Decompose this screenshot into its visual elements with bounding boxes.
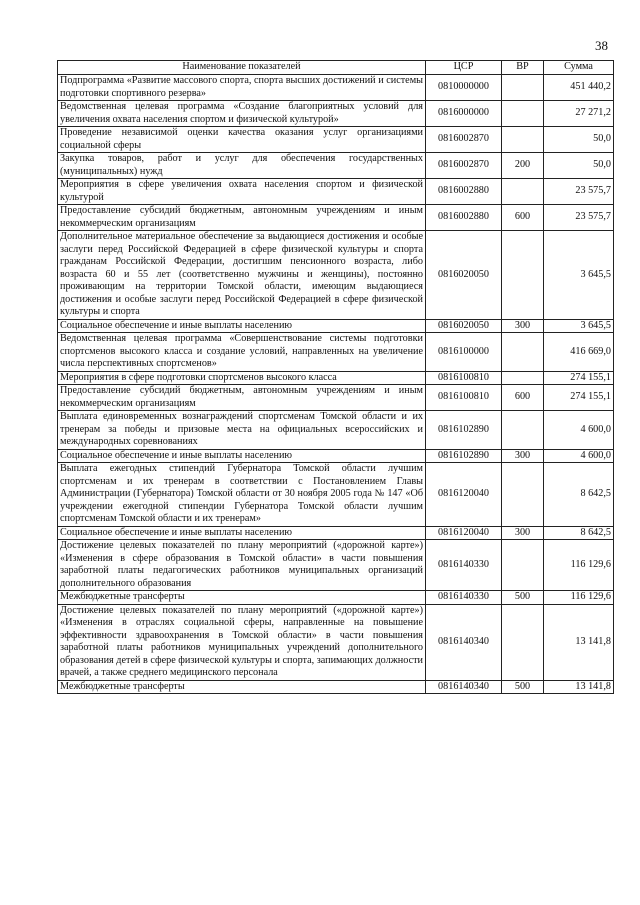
table-row — [58, 231, 614, 320]
table-row — [58, 333, 614, 372]
row-csr: 0816140330 — [426, 540, 502, 591]
row-name: Социальное обеспечение и иные выплаты населению — [58, 526, 426, 540]
header-csr: ЦСР — [426, 61, 502, 75]
row-csr: 0816002880 — [426, 179, 502, 205]
table-row — [58, 205, 614, 231]
row-sum: 27 271,2 — [544, 101, 614, 127]
row-name: Межбюджетные трансферты — [58, 680, 426, 694]
table-row — [58, 153, 614, 179]
row-name: Социальное обеспечение и иные выплаты населению — [58, 319, 426, 333]
row-sum: 13 141,8 — [544, 680, 614, 694]
row-name: Предоставление субсидий бюджетным, автономным учреждениям и иным некоммерческим организациям — [58, 385, 426, 411]
row-vr: 500 — [502, 680, 544, 694]
row-sum: 3 645,5 — [544, 231, 614, 320]
row-sum: 3 645,5 — [544, 319, 614, 333]
row-csr: 0816102890 — [426, 411, 502, 450]
table-row — [58, 371, 614, 385]
table-row — [58, 540, 614, 591]
header-sum: Сумма — [544, 61, 614, 75]
row-vr — [502, 333, 544, 372]
row-csr: 0816020050 — [426, 231, 502, 320]
row-vr — [502, 540, 544, 591]
table-row — [58, 179, 614, 205]
row-vr: 300 — [502, 449, 544, 463]
row-vr — [502, 604, 544, 680]
row-csr: 0816140330 — [426, 591, 502, 605]
row-name: Ведомственная целевая программа «Совершенствование системы подготовки спортсменов высокого класса и создание условий, направленных на увеличение числа перспективных спортсменов» — [58, 333, 426, 372]
row-name: Проведение независимой оценки качества оказания услуг организациями социальной сферы — [58, 127, 426, 153]
budget-table — [57, 60, 614, 694]
row-sum: 4 600,0 — [544, 449, 614, 463]
row-sum: 8 642,5 — [544, 463, 614, 527]
row-name: Предоставление субсидий бюджетным, автономным учреждениям и иным некоммерческим организациям — [58, 205, 426, 231]
row-name: Мероприятия в сфере увеличения охвата населения спортом и физической культурой — [58, 179, 426, 205]
row-csr: 0816100000 — [426, 333, 502, 372]
table-row — [58, 463, 614, 527]
row-vr — [502, 231, 544, 320]
row-vr: 600 — [502, 385, 544, 411]
table-header-row — [58, 61, 614, 75]
row-vr: 600 — [502, 205, 544, 231]
row-sum: 23 575,7 — [544, 179, 614, 205]
table-row — [58, 101, 614, 127]
table-row — [58, 319, 614, 333]
header-vr: ВР — [502, 61, 544, 75]
row-csr: 0816102890 — [426, 449, 502, 463]
row-vr: 500 — [502, 591, 544, 605]
header-name: Наименование показателей — [58, 61, 426, 75]
table-row — [58, 526, 614, 540]
row-name: Достижение целевых показателей по плану мероприятий («дорожной карте») «Изменения в отраслях социальной сферы, направленные на повышение эффективности здравоохранения в Томской области» в части повышения заработной платы работников муниципальных учреждений дополнительного образования детей в сфере физической культуры и спорта, запимающих должности врачей, а также среднего медицинского персонала — [58, 604, 426, 680]
row-name: Межбюджетные трансферты — [58, 591, 426, 605]
row-vr — [502, 371, 544, 385]
table-row — [58, 385, 614, 411]
row-vr — [502, 101, 544, 127]
row-sum: 13 141,8 — [544, 604, 614, 680]
row-csr: 0810000000 — [426, 75, 502, 101]
row-vr: 200 — [502, 153, 544, 179]
row-sum: 416 669,0 — [544, 333, 614, 372]
row-csr: 0816002870 — [426, 127, 502, 153]
row-sum: 451 440,2 — [544, 75, 614, 101]
row-sum: 23 575,7 — [544, 205, 614, 231]
table-row — [58, 604, 614, 680]
table-row — [58, 127, 614, 153]
row-csr: 0816020050 — [426, 319, 502, 333]
row-sum: 116 129,6 — [544, 591, 614, 605]
row-csr: 0816140340 — [426, 604, 502, 680]
row-sum: 4 600,0 — [544, 411, 614, 450]
row-name: Дополнительное материальное обеспечение за выдающиеся достижения и особые заслуги перед Российской Федерацией в сфере физической культуры и спорта гражданам Российской Федерации, достигшим пенсионного возраста, либо возраста 60 и 55 лет (соответственно мужчины и женщины), постоянно проживающим на территории Томской области, имеющим выдающиеся достижения и особые заслуги перед Российской Федерацией в сфере физической культуры и спорта — [58, 231, 426, 320]
row-vr: 300 — [502, 526, 544, 540]
row-sum: 274 155,1 — [544, 371, 614, 385]
row-sum: 274 155,1 — [544, 385, 614, 411]
table-row — [58, 449, 614, 463]
row-csr: 0816002870 — [426, 153, 502, 179]
row-csr: 0816120040 — [426, 526, 502, 540]
row-csr: 0816120040 — [426, 463, 502, 527]
row-vr — [502, 179, 544, 205]
row-name: Закупка товаров, работ и услуг для обеспечения государственных (муниципальных) нужд — [58, 153, 426, 179]
row-name: Выплата единовременных вознаграждений спортсменам Томской области и их тренерам за победы и призовые места на официальных всероссийских и международных соревнованиях — [58, 411, 426, 450]
table-row — [58, 591, 614, 605]
row-sum: 116 129,6 — [544, 540, 614, 591]
row-csr: 0816100810 — [426, 371, 502, 385]
row-sum: 50,0 — [544, 153, 614, 179]
row-vr — [502, 411, 544, 450]
row-csr: 0816002880 — [426, 205, 502, 231]
row-vr — [502, 463, 544, 527]
row-name: Подпрограмма «Развитие массового спорта, спорта высших достижений и системы подготовки спортивного резерва» — [58, 75, 426, 101]
row-csr: 0816100810 — [426, 385, 502, 411]
table-row — [58, 411, 614, 450]
row-csr: 0816140340 — [426, 680, 502, 694]
table-row — [58, 75, 614, 101]
row-sum: 8 642,5 — [544, 526, 614, 540]
row-vr: 300 — [502, 319, 544, 333]
row-name: Достижение целевых показателей по плану мероприятий («дорожной карте») «Изменения в сфере образования в Томской области» в части повышения заработной платы педагогических работников муниципальных организаций дополнительного образования — [58, 540, 426, 591]
row-csr: 0816000000 — [426, 101, 502, 127]
row-name: Выплата ежегодных стипендий Губернатора Томской области лучшим спортсменам и их тренерам в соответствии с Постановлением Главы Администрации (Губернатора) Томской области от 30 ноября 2005 года № 147 «Об учреждении ежегодной стипендии Губернатора Томской области лучшим спортсменам Томской области и их тренерам» — [58, 463, 426, 527]
row-vr — [502, 127, 544, 153]
row-vr — [502, 75, 544, 101]
row-name: Социальное обеспечение и иные выплаты населению — [58, 449, 426, 463]
row-name: Ведомственная целевая программа «Создание благоприятных условий для увеличения охвата населения спортом и физической культурой» — [58, 101, 426, 127]
row-sum: 50,0 — [544, 127, 614, 153]
row-name: Мероприятия в сфере подготовки спортсменов высокого класса — [58, 371, 426, 385]
page-number: 38 — [595, 38, 608, 53]
table-row — [58, 680, 614, 694]
